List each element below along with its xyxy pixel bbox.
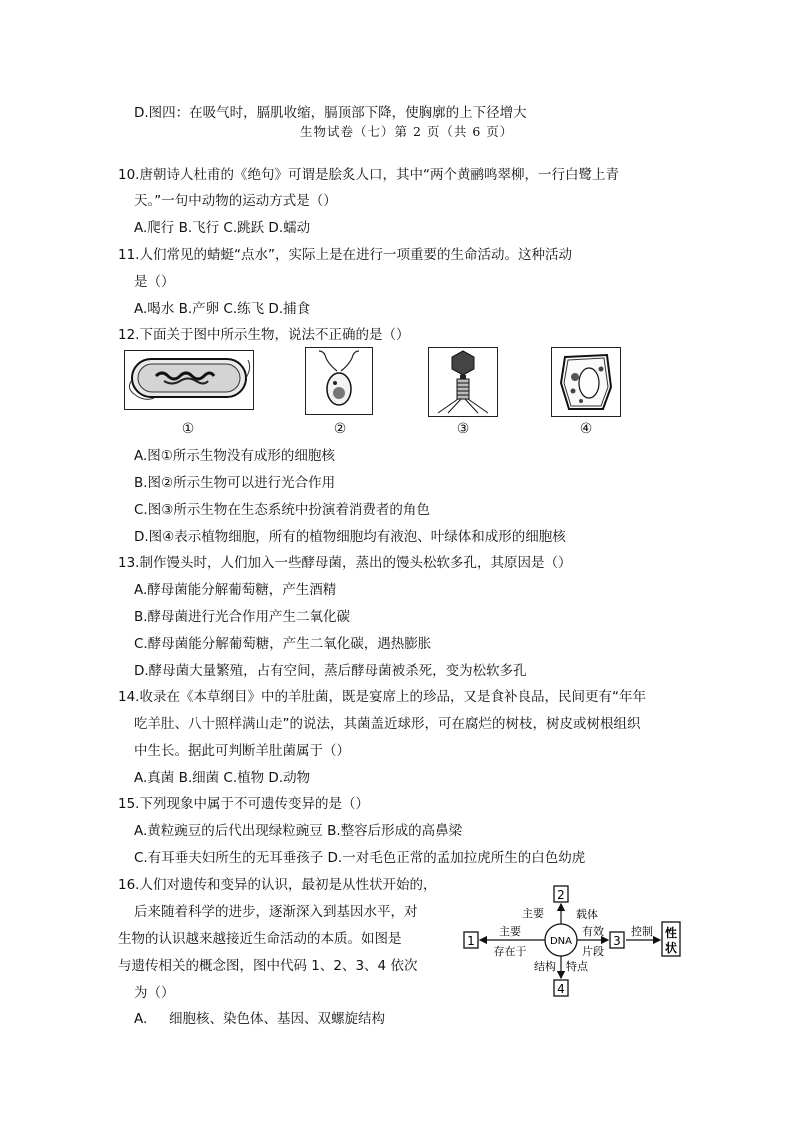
concept-map-drawing (460, 882, 690, 1000)
q10-stem-line1: 10.唐朝诗人杜甫的《绝句》可谓是脍炙人口，其中“两个黄鹂鸣翠柳，一行白鹭上青 (118, 167, 619, 183)
q16-stem-line2: 后来随着科学的进步，逐渐深入到基因水平，对 (134, 904, 418, 920)
label-zhuyao-left: 主要 (499, 925, 521, 938)
q14-stem-line2: 吃羊肚、八十照样满山走”的说法，其菌盖近球形，可在腐烂的树枝，树皮或树根组织 (134, 716, 641, 732)
figure-bacterium (124, 350, 254, 414)
q12-option-a: A.图①所示生物没有成形的细胞核 (134, 448, 335, 464)
q14-stem-line3: 中生长。据此可判断羊肚菌属于（） (134, 743, 350, 759)
q14-stem-line1: 14.收录在《本草纲目》中的羊肚菌，既是宴席上的珍品，又是食补良品，民间更有“年年 (118, 689, 646, 705)
bacterium-drawing (124, 350, 254, 410)
label-youxiao: 有效 (582, 925, 604, 938)
q13-option-a: A.酵母菌能分解葡萄糖，产生酒精 (134, 582, 337, 598)
figure-label-2: ② (333, 421, 347, 437)
label-pianduan: 片段 (582, 945, 604, 958)
plant-cell-drawing (551, 347, 621, 417)
label-tedian: 特点 (566, 960, 588, 973)
q16-stem-line3: 生物的认识越来越接近生命活动的本质。如图是 (118, 931, 402, 947)
q10-stem-line2: 天。”一句中动物的运动方式是（） (134, 193, 337, 209)
trait-char-1: 性 (664, 926, 678, 940)
concept-box-3-label: 3 (613, 934, 621, 948)
label-cunzaiyu: 存在于 (493, 945, 527, 958)
q13-option-c: C.酵母菌能分解葡萄糖，产生二氧化碳，遇热膨胀 (134, 636, 432, 652)
figure-label-4: ④ (579, 421, 593, 437)
q11-stem-line1: 11.人们常见的蜻蜓“点水”，实际上是在进行一项重要的生命活动。这种活动 (118, 247, 572, 263)
chlamydomonas-drawing (305, 347, 373, 415)
q12-stem: 12.下面关于图中所示生物，说法不正确的是（） (118, 327, 410, 343)
concept-box-4-label: 4 (557, 982, 565, 996)
q12-option-b: B.图②所示生物可以进行光合作用 (134, 475, 336, 491)
q13-option-d: D.酵母菌大量繁殖，占有空间，蒸后酵母菌被杀死，变为松软多孔 (134, 663, 527, 679)
q13-stem: 13.制作馒头时，人们加入一些酵母菌，蒸出的馒头松软多孔，其原因是（） (118, 555, 572, 571)
figure-bacteriophage (428, 347, 498, 421)
figure-label-3: ③ (456, 421, 470, 437)
q15-stem: 15.下列现象中属于不可遗传变异的是（） (118, 796, 369, 812)
q12-option-c: C.图③所示生物在生态系统中扮演着消费者的角色 (134, 502, 430, 518)
q11-stem-line2: 是（） (134, 274, 175, 290)
q16-stem-line1: 16.人们对遗传和变异的认识，最初是从性状开始的， (118, 877, 437, 893)
q16-stem-line5: 为（） (134, 985, 175, 1001)
q16-stem-line4: 与遗传相关的概念图，图中代码 1、2、3、4 依次 (118, 958, 418, 974)
label-kongzhi: 控制 (631, 925, 653, 938)
concept-box-1-label: 1 (467, 934, 475, 948)
concept-box-2-label: 2 (557, 888, 565, 902)
figure-chlamydomonas (305, 347, 373, 419)
dna-label: DNA (549, 936, 573, 947)
bacteriophage-drawing (428, 347, 498, 417)
q12-option-d: D.图④表示植物细胞，所有的植物细胞均有液泡、叶绿体和成形的细胞核 (134, 529, 566, 545)
q11-options: A.喝水 B.产卵 C.练飞 D.捕食 (134, 301, 311, 317)
figure-label-1: ① (181, 421, 195, 437)
label-zhuyao-top: 主要 (522, 907, 544, 920)
q14-options: A.真菌 B.细菌 C.植物 D.动物 (134, 770, 311, 786)
figure-plant-cell (551, 347, 621, 421)
dna-concept-map (460, 882, 690, 1004)
q16-option-a-text: 细胞核、染色体、基因、双螺旋结构 (169, 1011, 385, 1027)
q15-options-line1: A.黄粒豌豆的后代出现绿粒豌豆 B.整容后形成的高鼻梁 (134, 823, 463, 839)
label-zaiti: 载体 (576, 908, 598, 921)
q15-options-line2: C.有耳垂夫妇所生的无耳垂孩子 D.一对毛色正常的孟加拉虎所生的白色幼虎 (134, 850, 586, 866)
q16-option-a-letter: A. (134, 1011, 148, 1027)
q9-option-d: D.图四：在吸气时，膈肌收缩，膈顶部下降，使胸廓的上下径增大 (134, 105, 527, 121)
q10-options: A.爬行 B.飞行 C.跳跃 D.蠕动 (134, 220, 311, 236)
page-footer: 生物试卷（七）第 2 页（共 6 页） (300, 124, 514, 139)
q13-option-b: B.酵母菌进行光合作用产生二氧化碳 (134, 609, 351, 625)
label-jiegou: 结构 (534, 960, 556, 973)
trait-char-2: 状 (664, 941, 678, 955)
